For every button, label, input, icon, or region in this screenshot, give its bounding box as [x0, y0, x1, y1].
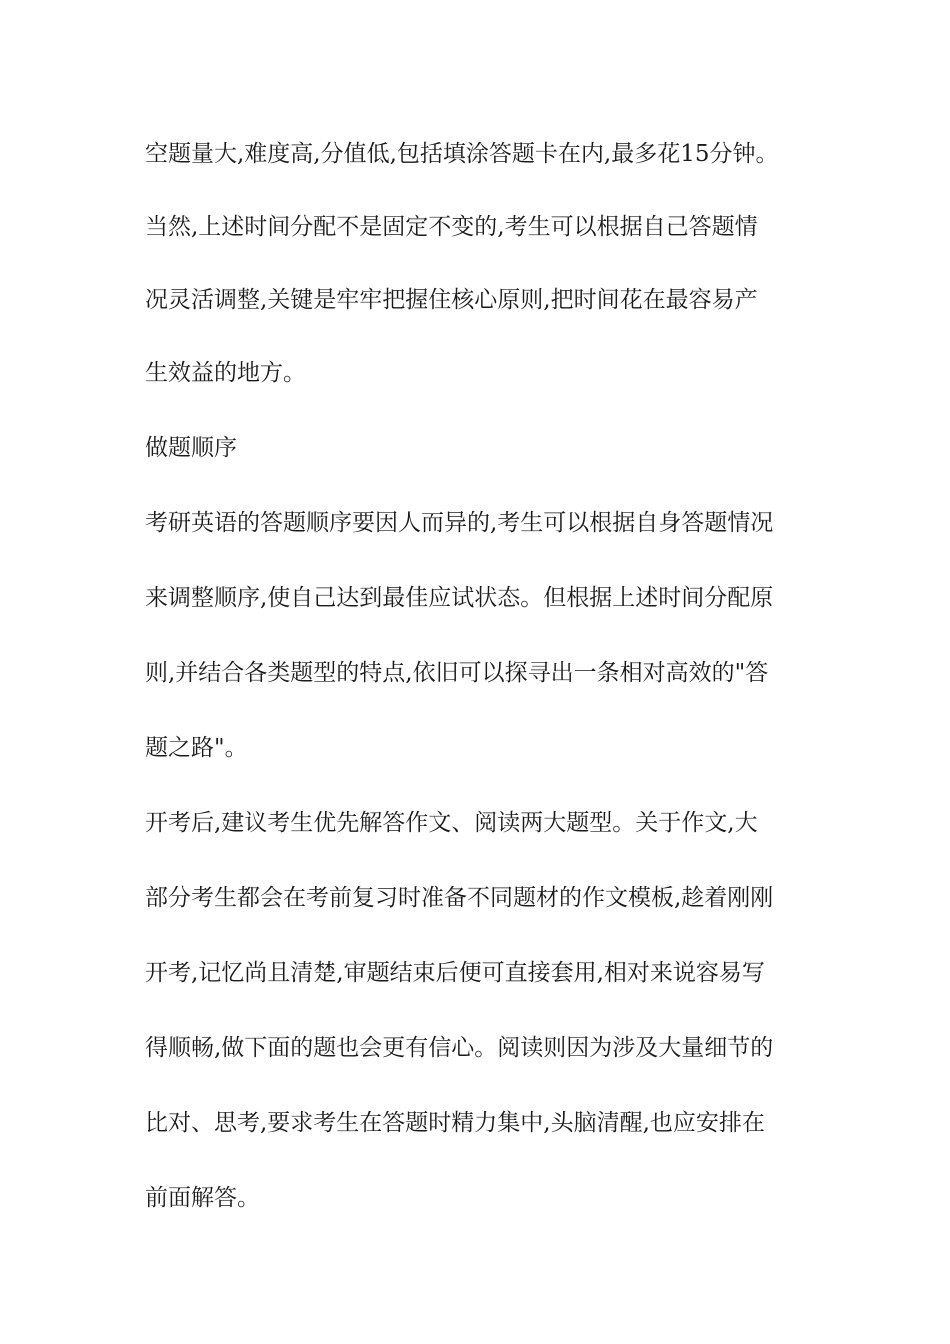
paragraph-line: 空题量大,难度高,分值低,包括填涂答题卡在内,最多花15分钟。	[145, 141, 779, 167]
paragraph-line: 开考后,建议考生优先解答作文、阅读两大题型。关于作文,大	[145, 810, 758, 836]
paragraph-line: 考研英语的答题顺序要因人而异的,考生可以根据自身答题情况	[145, 510, 774, 536]
paragraph-line: 比对、思考,要求考生在答题时精力集中,头脑清醒,也应安排在	[145, 1110, 765, 1136]
section-heading: 做题顺序	[145, 435, 237, 461]
paragraph-line: 前面解答。	[145, 1185, 260, 1211]
paragraph-line: 部分考生都会在考前复习时准备不同题材的作文模板,趁着刚刚	[145, 885, 774, 911]
paragraph-line: 生效益的地方。	[145, 360, 306, 386]
paragraph-line: 来调整顺序,使自己达到最佳应试状态。但根据上述时间分配原	[145, 585, 774, 611]
paragraph-line: 况灵活调整,关键是牢牢把握住核心原则,把时间花在最容易产	[145, 287, 758, 313]
paragraph-line: 开考,记忆尚且清楚,审题结束后便可直接套用,相对来说容易写	[145, 960, 765, 986]
paragraph-line: 题之路"。	[145, 735, 248, 761]
paragraph-line: 当然,上述时间分配不是固定不变的,考生可以根据自己答题情	[145, 214, 758, 240]
paragraph-line: 得顺畅,做下面的题也会更有信心。阅读则因为涉及大量细节的	[145, 1035, 774, 1061]
paragraph-line: 则,并结合各类题型的特点,依旧可以探寻出一条相对高效的"答	[145, 660, 769, 686]
